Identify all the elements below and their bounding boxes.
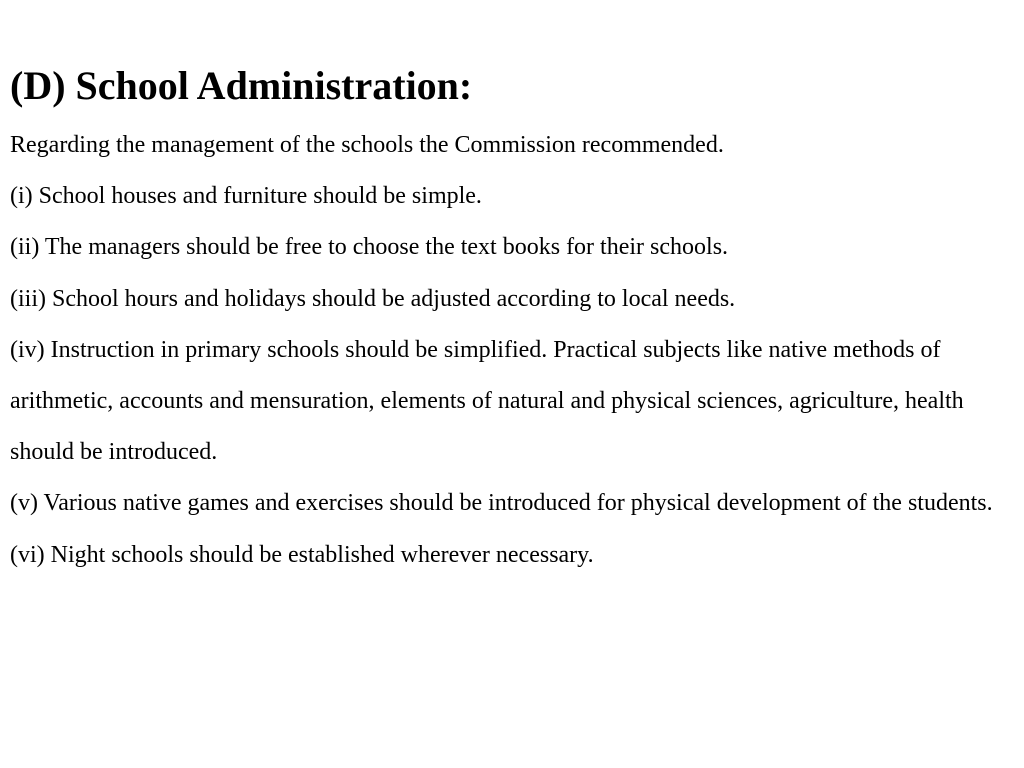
slide-body bbox=[10, 120, 1020, 581]
point-ii: (ii) The managers should be free to choose the text books for their schools. bbox=[10, 234, 729, 261]
point-iv: (iv) Instruction in primary schools should be simplified. Practical subjects like native methods of arithmetic, accounts and mensuration, elements of natural and physical sciences, agriculture, health should be introduced. bbox=[10, 336, 964, 466]
point-v: (v) Various native games and exercises should be introduced for physical development of the students. bbox=[10, 490, 993, 517]
point-vi: (vi) Night schools should be established wherever necessary. bbox=[10, 541, 594, 568]
intro-paragraph: Regarding the management of the schools the Commission recommended. bbox=[10, 132, 724, 158]
slide-title: (D) School Administration: bbox=[10, 63, 473, 108]
point-iii: (iii) School hours and holidays should be adjusted according to local needs. bbox=[10, 285, 736, 312]
point-i: (i) School houses and furniture should be simple. bbox=[10, 183, 482, 210]
